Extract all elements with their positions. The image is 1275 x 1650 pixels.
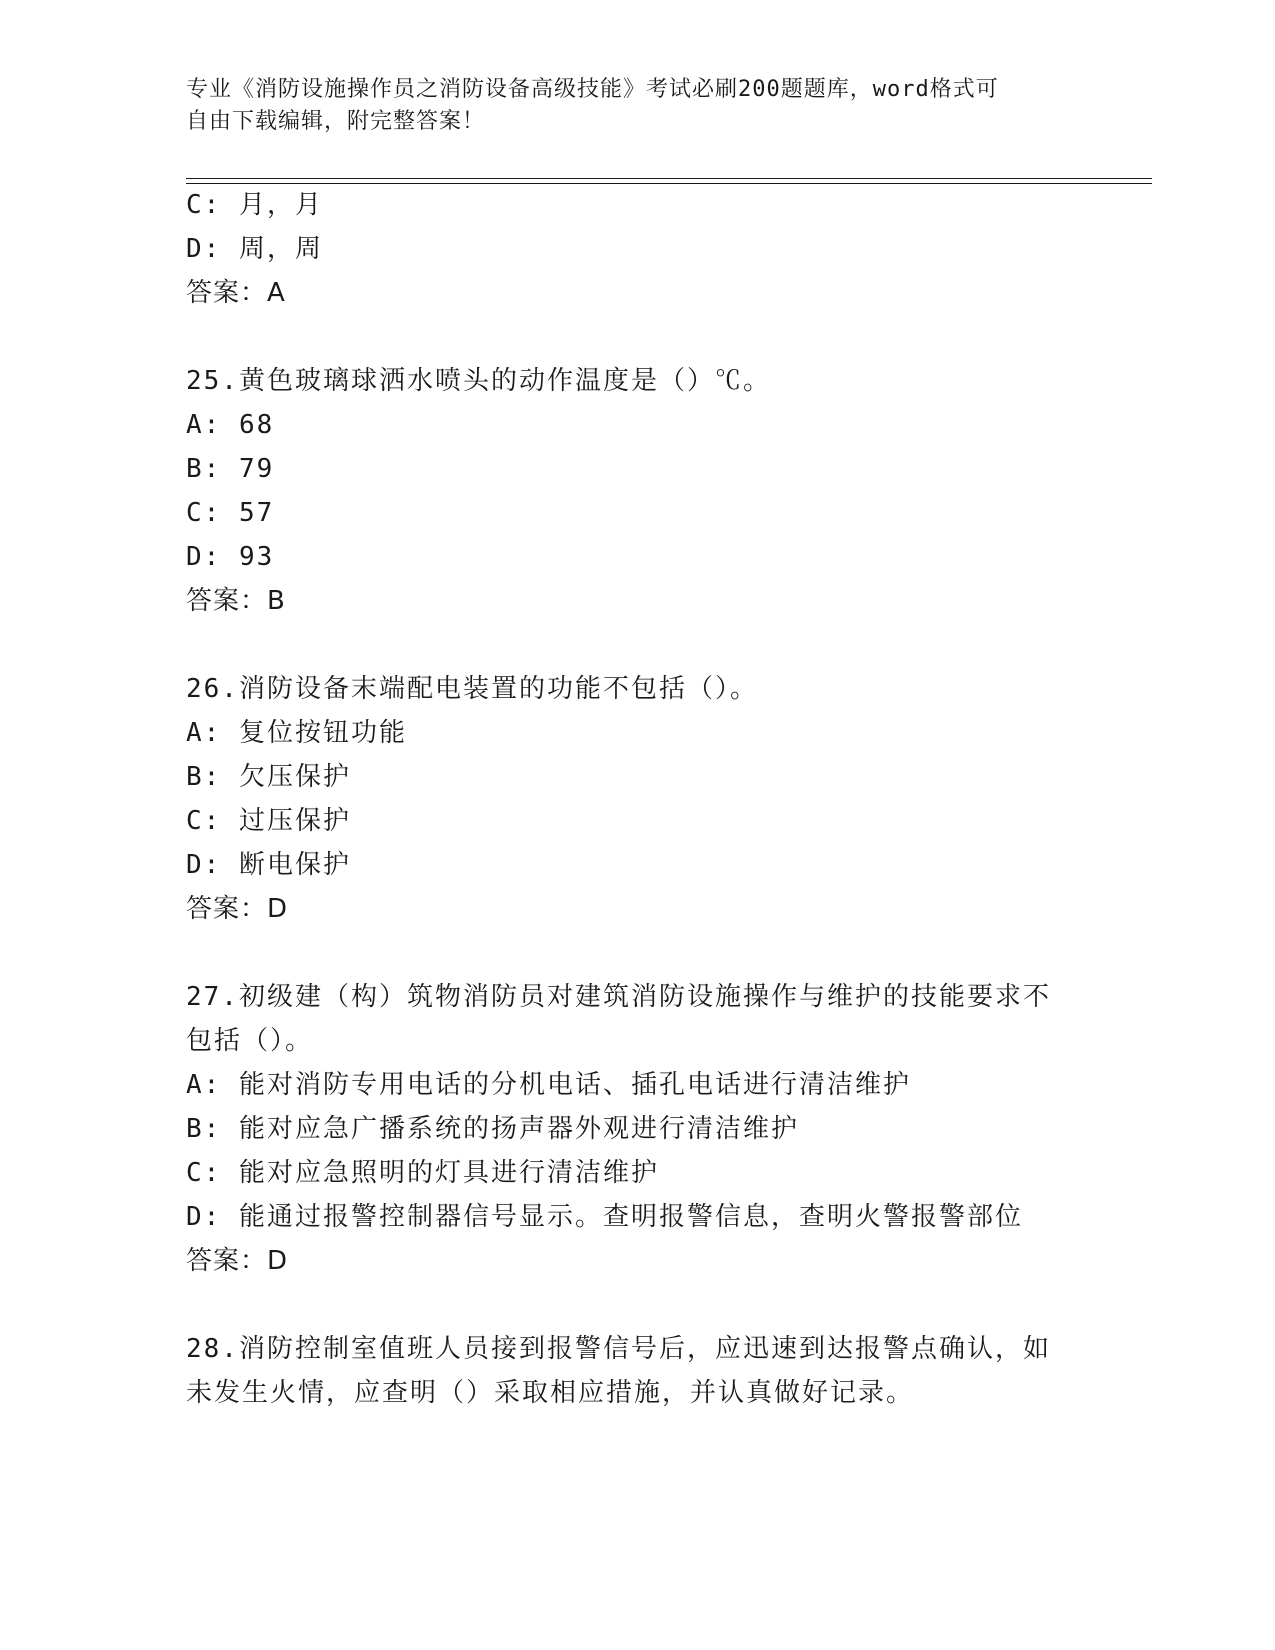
document-header	[186, 74, 1066, 138]
header-line-2: 自由下载编辑，附完整答案！	[186, 109, 486, 134]
header-divider-top	[186, 178, 1152, 179]
header-divider-bottom	[186, 183, 1152, 184]
q26-option-c: C: 过压保护	[186, 806, 351, 836]
q26-option-b: B: 欠压保护	[186, 762, 351, 792]
q27-stem-line-2: 包括（）。	[186, 1026, 314, 1056]
q24-option-c: C: 月，月	[186, 190, 323, 220]
q25-option-a: A: 68	[186, 410, 275, 440]
header-line-1: 专业《消防设施操作员之消防设备高级技能》考试必刷200题题库，word格式可	[186, 77, 999, 102]
q27-option-d: D: 能通过报警控制器信号显示。查明报警信息，查明火警报警部位	[186, 1202, 1023, 1232]
q24-answer: 答案：A	[186, 278, 286, 308]
q25-option-d: D: 93	[186, 542, 275, 572]
q26-option-d: D: 断电保护	[186, 850, 351, 880]
q28-stem-line-2: 未发生火情，应查明（）采取相应措施，并认真做好记录。	[186, 1378, 915, 1408]
q26-option-a: A: 复位按钮功能	[186, 718, 407, 748]
q25-option-b: B: 79	[186, 454, 275, 484]
q26-stem: 26.消防设备末端配电装置的功能不包括（）。	[186, 674, 758, 704]
q27-option-c: C: 能对应急照明的灯具进行清洁维护	[186, 1158, 659, 1188]
q25-stem: 25.黄色玻璃球洒水喷头的动作温度是（）℃。	[186, 366, 771, 396]
q27-option-b: B: 能对应急广播系统的扬声器外观进行清洁维护	[186, 1114, 799, 1144]
q26-answer: 答案：D	[186, 894, 289, 924]
q27-answer: 答案：D	[186, 1246, 289, 1276]
q28-stem-line-1: 28.消防控制室值班人员接到报警信号后，应迅速到达报警点确认，如	[186, 1334, 1051, 1364]
q25-option-c: C: 57	[186, 498, 275, 528]
q25-answer: 答案：B	[186, 586, 286, 616]
q24-option-d: D: 周，周	[186, 234, 323, 264]
q27-stem-line-1: 27.初级建（构）筑物消防员对建筑消防设施操作与维护的技能要求不	[186, 982, 1051, 1012]
q27-option-a: A: 能对消防专用电话的分机电话、插孔电话进行清洁维护	[186, 1070, 911, 1100]
